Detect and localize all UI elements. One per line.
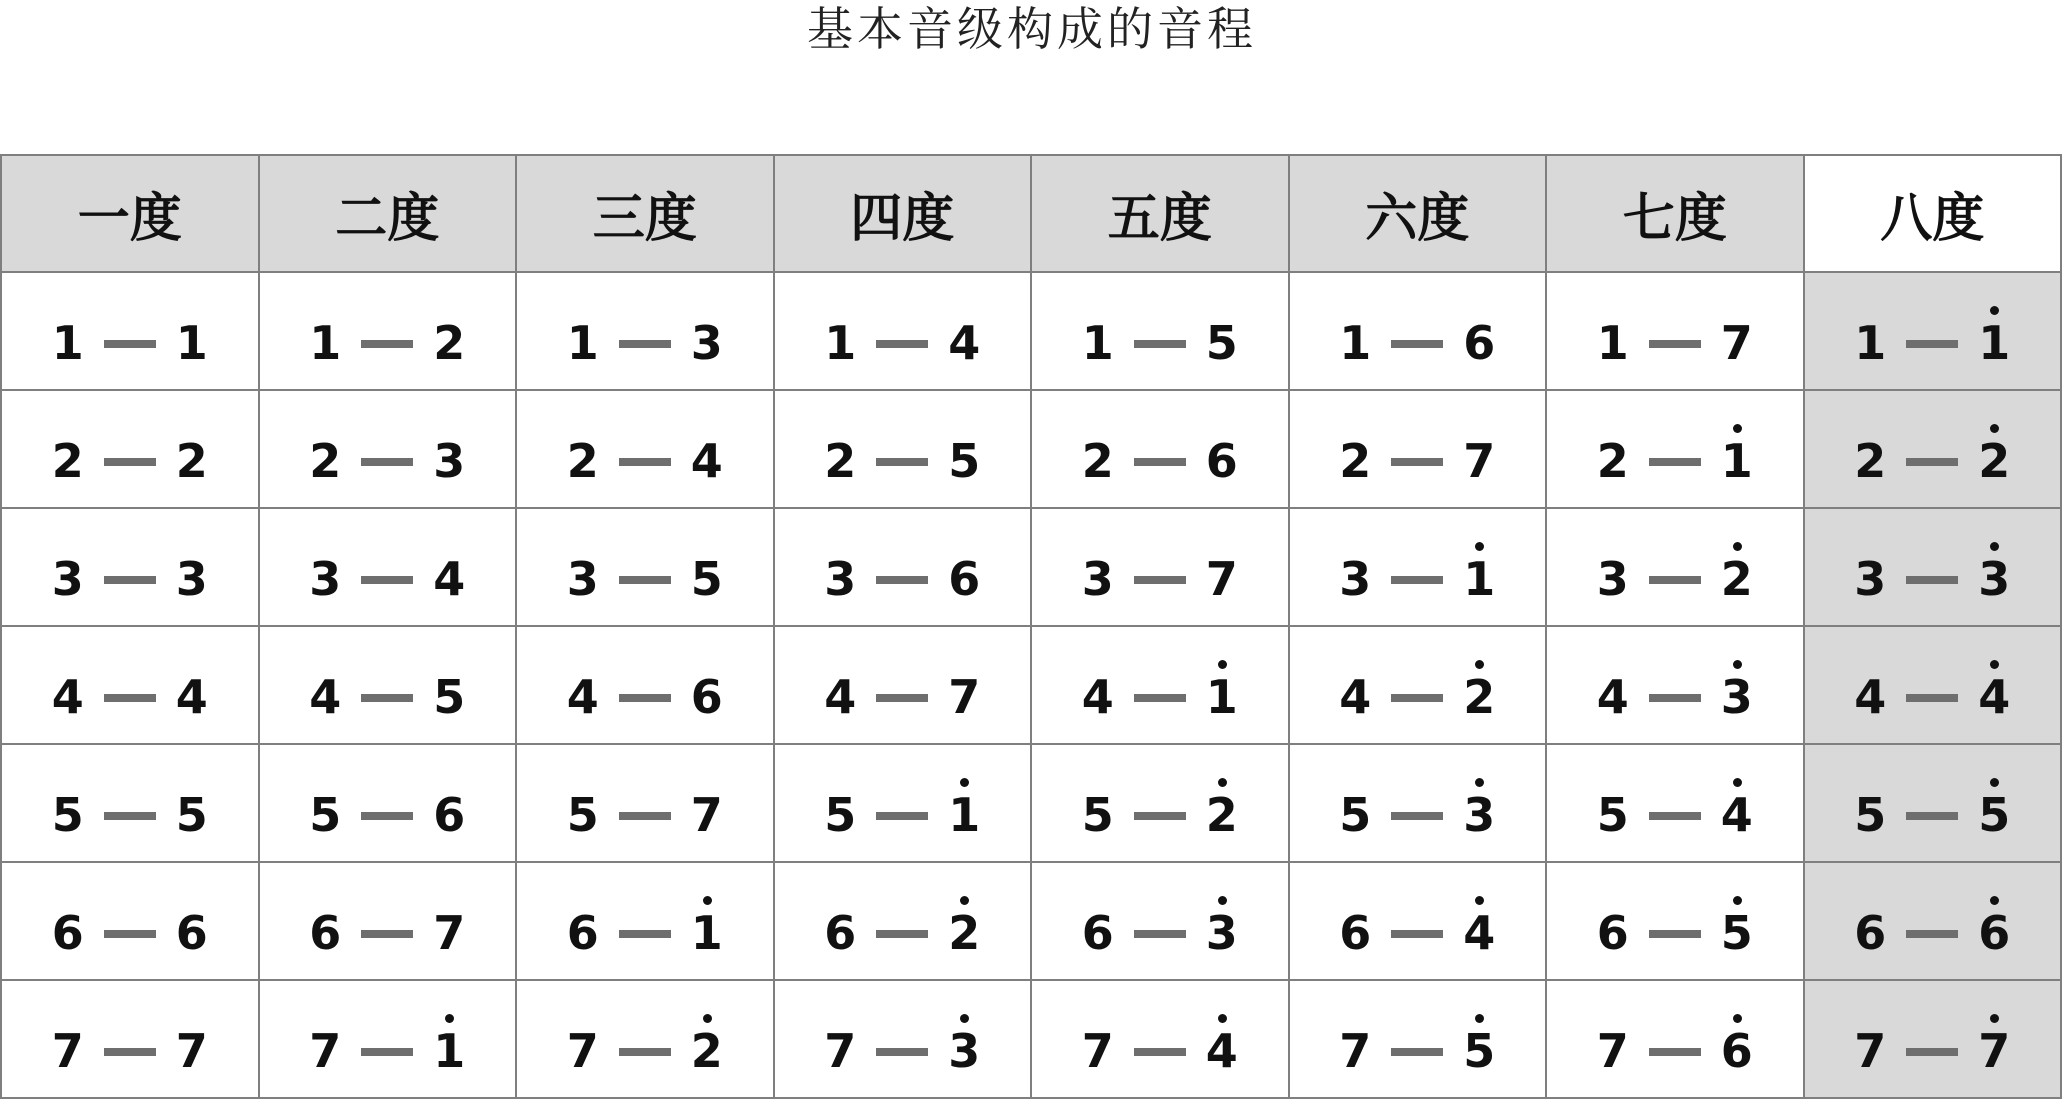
dash-line (1134, 340, 1186, 348)
interval-cell (1, 862, 259, 980)
upper-note-high-octave: 1 (948, 788, 981, 842)
lower-note: 7 (309, 1024, 342, 1078)
upper-note: 6 (1205, 434, 1238, 488)
interval-pair (566, 768, 723, 842)
dash-line (876, 1048, 928, 1056)
lower-note: 3 (51, 552, 84, 606)
interval-pair (1339, 650, 1496, 724)
lower-note: 4 (1596, 670, 1629, 724)
interval-cell (1031, 862, 1289, 980)
table-row (1, 980, 2061, 1098)
upper-note-high-octave: 2 (1978, 434, 2011, 488)
interval-pair (824, 532, 981, 606)
interval-cell (774, 980, 1032, 1098)
dash-line (361, 458, 413, 466)
lower-note: 4 (1854, 670, 1887, 724)
upper-note: 6 (433, 788, 466, 842)
interval-cell (259, 744, 517, 862)
lower-note: 1 (824, 316, 857, 370)
dash-line (1649, 1048, 1701, 1056)
upper-note-high-octave: 3 (1978, 552, 2011, 606)
upper-note-high-octave: 3 (948, 1024, 981, 1078)
header-fifth: 五度 (1031, 155, 1289, 272)
table-body (1, 272, 2061, 1098)
interval-pair (824, 1004, 981, 1078)
upper-note: 3 (433, 434, 466, 488)
interval-cell (516, 744, 774, 862)
interval-pair (566, 532, 723, 606)
interval-pair (1081, 532, 1238, 606)
interval-pair (1854, 296, 2011, 370)
dash-line (1906, 458, 1958, 466)
interval-cell (1289, 744, 1547, 862)
lower-note: 3 (1854, 552, 1887, 606)
lower-note: 1 (1854, 316, 1887, 370)
lower-note: 4 (1081, 670, 1114, 724)
dash-line (1649, 812, 1701, 820)
interval-cell (259, 862, 517, 980)
lower-note: 1 (1081, 316, 1114, 370)
lower-note: 1 (51, 316, 84, 370)
interval-cell (1031, 626, 1289, 744)
dash-line (1391, 812, 1443, 820)
dash-line (1134, 458, 1186, 466)
interval-cell (1289, 272, 1547, 390)
upper-note: 6 (175, 906, 208, 960)
lower-note: 2 (51, 434, 84, 488)
upper-note: 1 (175, 316, 208, 370)
lower-note: 7 (566, 1024, 599, 1078)
header-second: 二度 (259, 155, 517, 272)
lower-note: 1 (1596, 316, 1629, 370)
dash-line (1649, 694, 1701, 702)
dash-line (1649, 576, 1701, 584)
interval-pair (1596, 296, 1753, 370)
lower-note: 2 (824, 434, 857, 488)
dash-line (361, 930, 413, 938)
upper-note: 6 (690, 670, 723, 724)
dash-line (1391, 694, 1443, 702)
dash-line (876, 930, 928, 938)
interval-cell (1, 272, 259, 390)
upper-note: 6 (1463, 316, 1496, 370)
lower-note: 6 (824, 906, 857, 960)
dash-line (619, 1048, 671, 1056)
header-unison: 一度 (1, 155, 259, 272)
interval-cell (1031, 272, 1289, 390)
lower-note: 7 (824, 1024, 857, 1078)
interval-cell (1031, 744, 1289, 862)
dash-line (1649, 458, 1701, 466)
upper-note-high-octave: 1 (1205, 670, 1238, 724)
interval-pair (309, 414, 466, 488)
dash-line (1906, 930, 1958, 938)
dash-line (1649, 340, 1701, 348)
upper-note-high-octave: 5 (1463, 1024, 1496, 1078)
interval-cell (1, 390, 259, 508)
lower-note: 7 (1854, 1024, 1887, 1078)
upper-note: 5 (175, 788, 208, 842)
interval-pair (51, 768, 208, 842)
lower-note: 6 (1596, 906, 1629, 960)
interval-pair (1854, 650, 2011, 724)
dash-line (1391, 1048, 1443, 1056)
interval-pair (1854, 768, 2011, 842)
lower-note: 3 (566, 552, 599, 606)
upper-note-high-octave: 7 (1978, 1024, 2011, 1078)
upper-note: 7 (948, 670, 981, 724)
dash-line (104, 1048, 156, 1056)
dash-line (1134, 694, 1186, 702)
dash-line (619, 340, 671, 348)
interval-cell (774, 272, 1032, 390)
lower-note: 3 (824, 552, 857, 606)
dash-line (619, 576, 671, 584)
interval-cell (1, 744, 259, 862)
header-row (1, 155, 2061, 272)
interval-cell (259, 508, 517, 626)
dash-line (104, 930, 156, 938)
interval-cell (1, 626, 259, 744)
interval-cell (516, 980, 774, 1098)
interval-cell (774, 862, 1032, 980)
lower-note: 6 (51, 906, 84, 960)
dash-line (1134, 576, 1186, 584)
interval-pair (1339, 768, 1496, 842)
upper-note: 7 (175, 1024, 208, 1078)
upper-note-high-octave: 5 (1720, 906, 1753, 960)
table-row (1, 390, 2061, 508)
interval-cell (774, 744, 1032, 862)
interval-pair (566, 650, 723, 724)
interval-pair (566, 1004, 723, 1078)
interval-cell (1289, 390, 1547, 508)
interval-pair (1339, 886, 1496, 960)
dash-line (1391, 340, 1443, 348)
upper-note: 7 (1205, 552, 1238, 606)
lower-note: 4 (566, 670, 599, 724)
interval-pair (51, 414, 208, 488)
lower-note: 2 (1854, 434, 1887, 488)
interval-cell (1546, 744, 1804, 862)
dash-line (1906, 694, 1958, 702)
interval-pair (566, 414, 723, 488)
upper-note-high-octave: 2 (1720, 552, 1753, 606)
lower-note: 3 (1339, 552, 1372, 606)
dash-line (361, 340, 413, 348)
upper-note: 4 (433, 552, 466, 606)
interval-cell (774, 508, 1032, 626)
interval-cell (259, 626, 517, 744)
table-row (1, 508, 2061, 626)
lower-note: 5 (824, 788, 857, 842)
interval-cell (259, 980, 517, 1098)
upper-note: 5 (1205, 316, 1238, 370)
lower-note: 6 (1081, 906, 1114, 960)
interval-pair (1596, 650, 1753, 724)
upper-note-high-octave: 4 (1720, 788, 1753, 842)
lower-note: 5 (309, 788, 342, 842)
dash-line (876, 458, 928, 466)
upper-note-high-octave: 1 (1978, 316, 2011, 370)
upper-note-high-octave: 4 (1978, 670, 2011, 724)
dash-line (361, 812, 413, 820)
interval-pair (1596, 414, 1753, 488)
dash-line (876, 694, 928, 702)
lower-note: 5 (1596, 788, 1629, 842)
dash-line (1649, 930, 1701, 938)
interval-pair (309, 296, 466, 370)
dash-line (619, 458, 671, 466)
upper-note-high-octave: 2 (1205, 788, 1238, 842)
interval-pair (1339, 1004, 1496, 1078)
lower-note: 5 (51, 788, 84, 842)
dash-line (104, 812, 156, 820)
lower-note: 7 (1596, 1024, 1629, 1078)
dash-line (104, 576, 156, 584)
upper-note: 7 (1720, 316, 1753, 370)
interval-cell (1289, 862, 1547, 980)
upper-note: 5 (948, 434, 981, 488)
dash-line (104, 694, 156, 702)
interval-pair (1339, 296, 1496, 370)
page-title: 基本音级构成的音程 (807, 2, 1257, 56)
interval-pair (1854, 886, 2011, 960)
dash-line (1391, 930, 1443, 938)
dash-line (104, 340, 156, 348)
table-row (1, 744, 2061, 862)
interval-cell (1546, 980, 1804, 1098)
upper-note-high-octave: 3 (1720, 670, 1753, 724)
interval-pair (1081, 414, 1238, 488)
interval-pair (51, 296, 208, 370)
lower-note: 5 (1339, 788, 1372, 842)
interval-cell (516, 626, 774, 744)
lower-note: 7 (1339, 1024, 1372, 1078)
interval-cell (1804, 744, 2062, 862)
interval-cell (1546, 508, 1804, 626)
interval-cell (1804, 862, 2062, 980)
dash-line (1906, 576, 1958, 584)
upper-note: 2 (433, 316, 466, 370)
interval-pair (1854, 1004, 2011, 1078)
dash-line (876, 340, 928, 348)
interval-pair (824, 296, 981, 370)
interval-pair (309, 650, 466, 724)
lower-note: 6 (1854, 906, 1887, 960)
interval-pair (51, 886, 208, 960)
interval-cell (516, 508, 774, 626)
interval-pair (51, 532, 208, 606)
interval-cell (1804, 272, 2062, 390)
interval-cell (1, 980, 259, 1098)
header-seventh: 七度 (1546, 155, 1804, 272)
interval-cell (1289, 508, 1547, 626)
upper-note: 3 (690, 316, 723, 370)
lower-note: 3 (309, 552, 342, 606)
interval-cell (1804, 390, 2062, 508)
upper-note-high-octave: 1 (433, 1024, 466, 1078)
interval-pair (824, 650, 981, 724)
interval-pair (1596, 1004, 1753, 1078)
lower-note: 7 (1081, 1024, 1114, 1078)
interval-cell (774, 626, 1032, 744)
interval-pair (309, 532, 466, 606)
interval-cell (1804, 508, 2062, 626)
interval-pair (51, 650, 208, 724)
lower-note: 1 (566, 316, 599, 370)
lower-note: 6 (309, 906, 342, 960)
upper-note: 2 (175, 434, 208, 488)
upper-note: 7 (1463, 434, 1496, 488)
upper-note-high-octave: 4 (1205, 1024, 1238, 1078)
upper-note-high-octave: 1 (690, 906, 723, 960)
table-row (1, 626, 2061, 744)
upper-note-high-octave: 1 (1720, 434, 1753, 488)
upper-note-high-octave: 6 (1978, 906, 2011, 960)
interval-cell (1031, 508, 1289, 626)
interval-pair (1339, 532, 1496, 606)
interval-pair (824, 414, 981, 488)
interval-cell (516, 862, 774, 980)
interval-pair (824, 886, 981, 960)
upper-note-high-octave: 2 (1463, 670, 1496, 724)
upper-note-high-octave: 1 (1463, 552, 1496, 606)
table-row (1, 272, 2061, 390)
upper-note: 7 (690, 788, 723, 842)
interval-pair (1854, 414, 2011, 488)
dash-line (619, 930, 671, 938)
interval-cell (774, 390, 1032, 508)
interval-pair (824, 768, 981, 842)
upper-note: 4 (948, 316, 981, 370)
lower-note: 3 (1596, 552, 1629, 606)
interval-cell (516, 390, 774, 508)
lower-note: 3 (1081, 552, 1114, 606)
interval-cell (1, 508, 259, 626)
interval-pair (1081, 768, 1238, 842)
lower-note: 5 (566, 788, 599, 842)
interval-cell (1804, 626, 2062, 744)
interval-pair (1081, 650, 1238, 724)
upper-note-high-octave: 2 (948, 906, 981, 960)
lower-note: 1 (1339, 316, 1372, 370)
interval-cell (1546, 390, 1804, 508)
upper-note-high-octave: 2 (690, 1024, 723, 1078)
header-octave: 八度 (1804, 155, 2062, 272)
dash-line (1391, 576, 1443, 584)
upper-note: 7 (433, 906, 466, 960)
interval-pair (1596, 768, 1753, 842)
interval-pair (1339, 414, 1496, 488)
interval-cell (1546, 626, 1804, 744)
interval-cell (259, 390, 517, 508)
interval-cell (1804, 980, 2062, 1098)
dash-line (361, 576, 413, 584)
dash-line (1906, 340, 1958, 348)
interval-pair (309, 886, 466, 960)
lower-note: 4 (1339, 670, 1372, 724)
lower-note: 4 (51, 670, 84, 724)
dash-line (1906, 1048, 1958, 1056)
dash-line (619, 694, 671, 702)
interval-pair (566, 296, 723, 370)
upper-note: 5 (433, 670, 466, 724)
lower-note: 2 (1596, 434, 1629, 488)
lower-note: 5 (1854, 788, 1887, 842)
dash-line (104, 458, 156, 466)
lower-note: 7 (51, 1024, 84, 1078)
upper-note-high-octave: 3 (1205, 906, 1238, 960)
dash-line (1134, 812, 1186, 820)
dash-line (361, 694, 413, 702)
lower-note: 2 (1339, 434, 1372, 488)
upper-note: 6 (948, 552, 981, 606)
interval-cell (1031, 980, 1289, 1098)
lower-note: 2 (1081, 434, 1114, 488)
dash-line (1906, 812, 1958, 820)
lower-note: 1 (309, 316, 342, 370)
interval-pair (309, 768, 466, 842)
interval-table (0, 154, 2062, 1099)
upper-note-high-octave: 4 (1463, 906, 1496, 960)
lower-note: 2 (566, 434, 599, 488)
interval-cell (516, 272, 774, 390)
interval-pair (1596, 532, 1753, 606)
dash-line (1134, 930, 1186, 938)
interval-cell (1546, 862, 1804, 980)
interval-pair (1596, 886, 1753, 960)
interval-pair (1081, 886, 1238, 960)
upper-note-high-octave: 3 (1463, 788, 1496, 842)
lower-note: 4 (824, 670, 857, 724)
interval-cell (1289, 980, 1547, 1098)
interval-pair (1081, 1004, 1238, 1078)
lower-note: 6 (566, 906, 599, 960)
lower-note: 6 (1339, 906, 1372, 960)
header-third: 三度 (516, 155, 774, 272)
table-row (1, 862, 2061, 980)
dash-line (876, 576, 928, 584)
dash-line (876, 812, 928, 820)
dash-line (361, 1048, 413, 1056)
lower-note: 5 (1081, 788, 1114, 842)
dash-line (1134, 1048, 1186, 1056)
interval-cell (1546, 272, 1804, 390)
upper-note: 4 (175, 670, 208, 724)
header-fourth: 四度 (774, 155, 1032, 272)
interval-pair (566, 886, 723, 960)
dash-line (619, 812, 671, 820)
interval-pair (51, 1004, 208, 1078)
interval-pair (309, 1004, 466, 1078)
upper-note-high-octave: 6 (1720, 1024, 1753, 1078)
upper-note: 4 (690, 434, 723, 488)
lower-note: 2 (309, 434, 342, 488)
header-sixth: 六度 (1289, 155, 1547, 272)
interval-cell (1289, 626, 1547, 744)
lower-note: 4 (309, 670, 342, 724)
upper-note-high-octave: 5 (1978, 788, 2011, 842)
dash-line (1391, 458, 1443, 466)
interval-pair (1854, 532, 2011, 606)
interval-cell (259, 272, 517, 390)
upper-note: 3 (175, 552, 208, 606)
interval-pair (1081, 296, 1238, 370)
interval-cell (1031, 390, 1289, 508)
upper-note: 5 (690, 552, 723, 606)
